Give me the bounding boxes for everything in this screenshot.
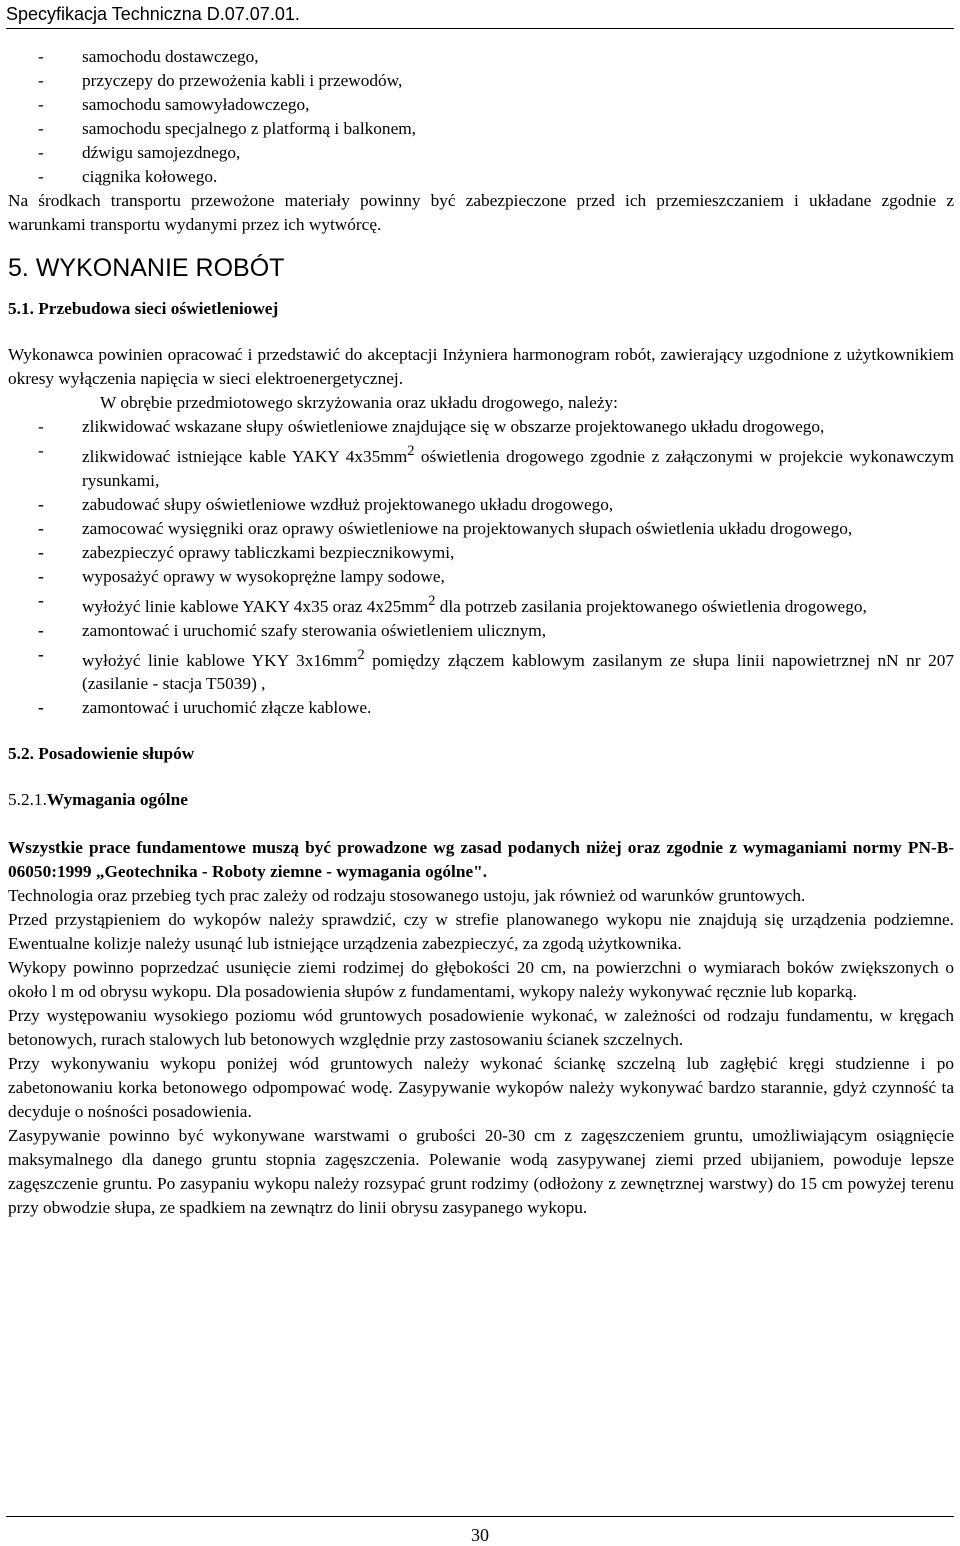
work-item: - zabezpieczyć oprawy tabliczkami bezpiecznikowymi, bbox=[8, 541, 954, 565]
list-dash: - bbox=[38, 71, 44, 90]
list-dash: - bbox=[38, 644, 44, 664]
work-item: - zamontować i uruchomić złącze kablowe. bbox=[8, 696, 954, 720]
list-dash: - bbox=[38, 119, 44, 138]
work-item: - zamocować wysięgniki oraz oprawy oświetleniowe na projektowanych słupach oświetlenia układu drogowego, bbox=[8, 517, 954, 541]
header-divider bbox=[6, 28, 954, 29]
list-dash: - bbox=[38, 47, 44, 66]
list-dash: - bbox=[38, 167, 44, 186]
section-5-1-heading: 5.1. Przebudowa sieci oświetleniowej bbox=[8, 299, 279, 318]
list-dash: - bbox=[38, 417, 44, 436]
list-item: - samochodu dostawczego, bbox=[8, 45, 954, 69]
list-dash: - bbox=[38, 518, 44, 538]
list-dash: - bbox=[38, 590, 44, 610]
section-5-2-heading: 5.2. Posadowienie słupów bbox=[8, 744, 195, 764]
body-paragraph: Zasypywanie powinno być wykonywane warstwami o grubości 20-30 cm z zagęszczeniem gruntu, umożliwiającym osiągnięcie maksymalnego dla danego gruntu stopnia zagęszczenia. Polewanie wodą zasypywanej ziemi przed ubijaniem, powoduje lepsze zagęszczenie gruntu. Po zasypaniu wykopu należy rozsypać grunt rodzimy (odłożony z zewnętrznej warstwy) do 15 cm powyżej terenu przy obwodzie słupa, ze spadkiem na zewnątrz do linii obrysu zasypanego wykopu. bbox=[8, 1126, 954, 1218]
document-body bbox=[8, 45, 954, 1220]
list-item: - dźwigu samojezdnego, bbox=[8, 141, 954, 165]
list-dash: - bbox=[38, 95, 44, 114]
work-item: - wyposażyć oprawy w wysokoprężne lampy sodowe, bbox=[8, 565, 954, 589]
list-dash: - bbox=[38, 441, 44, 460]
footer-divider bbox=[6, 1516, 954, 1517]
body-paragraph: Przy wykonywaniu wykopu poniżej wód gruntowych należy wykonać ściankę szczelną lub zagłębić kręgi studzienne i po zabetonowaniu korka betonowego odpompować wodę. Zasypywanie wykopów należy wykonywać bardzo starannie, gdyż czynność ta decyduje o nośności posadowienia. bbox=[8, 1054, 954, 1122]
list-dash: - bbox=[38, 494, 44, 514]
work-item: - wyłożyć linie kablowe YAKY 4x35 oraz $4x25mm^2$ dla potrzeb zasilania projektowanego oświetlenia drogowego, bbox=[38, 590, 867, 616]
list-dash: - bbox=[38, 143, 44, 162]
transport-paragraph: Na środkach transportu przewożone materiały powinny być zabezpieczone przed ich przemieszczaniem i układane zgodnie z warunkami transportu wydanymi przez ich wytwórcę. bbox=[8, 191, 954, 234]
list-dash: - bbox=[38, 542, 44, 562]
list-item: - ciągnika kołowego. bbox=[8, 165, 954, 189]
page-number: 30 bbox=[471, 1525, 489, 1545]
section-5-1-lead: W obrębie przedmiotowego skrzyżowania oraz układu drogowego, należy: bbox=[100, 393, 618, 412]
work-item: - zabudować słupy oświetleniowe wzdłuż projektowanego układu drogowego, bbox=[8, 493, 954, 517]
section-5-1-intro: Wykonawca powinien opracować i przedstawić do akceptacji Inżyniera harmonogram robót, zawierający uzgodnione z użytkownikiem okresy wyłączenia napięcia w sieci elektroenergetycznej. bbox=[8, 345, 954, 388]
body-paragraph: Przed przystąpieniem do wykopów należy sprawdzić, czy w strefie planowanego wykopu nie znajdują się urządzenia podziemne. Ewentualne kolizje należy usunąć lub istniejące urządzenia zabezpieczyć, za zgodą użytkownika. bbox=[8, 910, 954, 954]
section-5-2-1-heading: 5.2.1.Wymagania ogólne bbox=[8, 790, 188, 810]
section-5-heading: 5. WYKONANIE ROBÓT bbox=[8, 254, 285, 282]
work-item: - wyłożyć linie kablowe YKY $3x16mm^2$ pomiędzy złączem kablowym zasilanym ze słupa linii napowietrznej nN nr 207 (zasilanie - stacja T5039) , bbox=[38, 644, 954, 694]
list-dash: - bbox=[38, 698, 44, 718]
list-dash: - bbox=[38, 566, 44, 586]
work-item: - zlikwidować istniejące kable YAKY $4x35mm^2$ oświetlenia drogowego zgodnie z załączonymi w projekcie wykonawczym rysunkami, bbox=[38, 441, 955, 490]
body-paragraph: Technologia oraz przebieg tych prac zależy od rodzaju stosowanego ustoju, jak również od warunków gruntowych. bbox=[8, 886, 806, 906]
standards-paragraph: Wszystkie prace fundamentowe muszą być prowadzone wg zasad podanych niżej oraz zgodnie z wymaganiami normy PN-B-06050:1999 „Geotechnika - Roboty ziemne - wymagania ogólne". bbox=[8, 838, 954, 882]
work-item: - zlikwidować wskazane słupy oświetleniowe znajdujące się w obszarze projektowanego układu drogowego, bbox=[8, 415, 954, 439]
list-item: - przyczepy do przewożenia kabli i przewodów, bbox=[8, 69, 954, 93]
list-item: - samochodu samowyładowczego, bbox=[8, 93, 954, 117]
body-paragraph: Przy występowaniu wysokiego poziomu wód gruntowych posadowienie wykonać, w zależności od rodzaju fundamentu, w kręgach betonowych, rurach stalowych lub betonowych względnie przy zastosowaniu ścianek szczelnych. bbox=[8, 1006, 954, 1050]
document-header: Specyfikacja Techniczna D.07.07.01. bbox=[6, 4, 300, 24]
list-item: - samochodu specjalnego z platformą i balkonem, bbox=[8, 117, 954, 141]
list-dash: - bbox=[38, 620, 44, 640]
work-item: - zamontować i uruchomić szafy sterowania oświetleniem ulicznym, bbox=[8, 619, 954, 643]
body-paragraph: Wykopy powinno poprzedzać usunięcie ziemi rodzimej do głębokości 20 cm, na powierzchni o wymiarach boków zwiększonych o około l m od obrysu wykopu. Dla posadowienia słupów z fundamentami, wykopy należy wykonywać ręcznie lub koparką. bbox=[8, 958, 954, 1002]
